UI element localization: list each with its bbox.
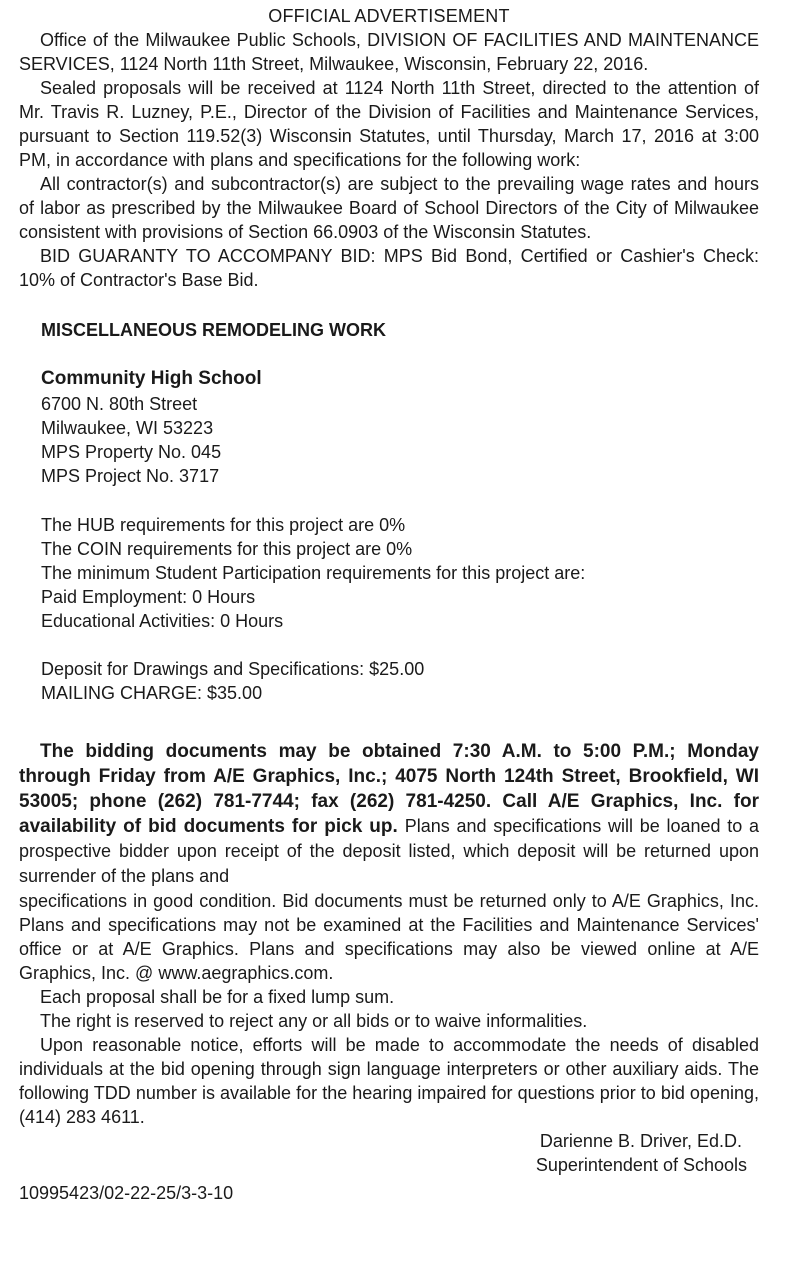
school-info — [41, 366, 759, 488]
mailing-charge: MAILING CHARGE: $35.00 — [41, 683, 263, 703]
bidding-documents-paragraph — [19, 739, 759, 889]
loan-terms-text: Plans and specifications will be loaned to a prospective bidder upon receipt of the deposit listed, which deposit will be returned upon surrender of the plans and — [19, 816, 759, 886]
fees-block — [41, 657, 759, 705]
signature-block — [19, 1129, 759, 1177]
property-number: MPS Property No. 045 — [41, 442, 222, 462]
advertisement-page — [19, 4, 759, 1205]
return-terms-paragraph: specifications in good condition. Bid documents must be returned only to A/E Graphics, Inc. Plans and specifications may not be examined at the Facilities and Maintenance Services' office or at A/E Graphics. Plans and specifications may also be viewed online at A/E Graphics, Inc. @ www.aegraphics.com. — [19, 891, 759, 983]
school-name: Community High School — [41, 368, 262, 389]
accommodation-paragraph: Upon reasonable notice, efforts will be made to accommodate the needs of disabled individuals at the bid opening through sign language interpreters or other auxiliary aids. The following TDD number is available for the hearing impaired for questions prior to bid opening, (414) 283 4611. — [19, 1035, 759, 1127]
bidding-documents-bold-text: The bidding documents may be obtained 7:30 A.M. to 5:00 P.M.; Monday through Friday from A/E Graphics, Inc.; 4075 North 124th Street, Brookfield, WI 53005; phone (262) 781-7744; fax (262) 781-4250. Call A/E Graphics, Inc. for availability of bid documents for pick up. — [19, 741, 759, 837]
signer-name: Darienne B. Driver, Ed.D. — [539, 1131, 742, 1151]
educational-activities: Educational Activities: 0 Hours — [41, 611, 284, 631]
project-number: MPS Project No. 3717 — [41, 466, 220, 486]
signer-title: Superintendent of Schools — [535, 1155, 747, 1175]
hub-requirement: The HUB requirements for this project are 0% — [41, 515, 406, 535]
paid-employment: Paid Employment: 0 Hours — [41, 587, 256, 607]
sealed-proposals-paragraph: Sealed proposals will be received at 1124 North 11th Street, directed to the attention of Mr. Travis R. Luzney, P.E., Director of the Division of Facilities and Maintenance Services, pursuant to Section 119.52(3) Wisconsin Statutes, until Thursday, March 17, 2016 at 3:00 PM, in accordance with plans and specifications for the following work: — [19, 78, 759, 170]
document-id: 10995423/02-22-25/3-3-10 — [19, 1183, 234, 1203]
office-paragraph: Office of the Milwaukee Public Schools, DIVISION OF FACILITIES AND MAINTENANCE SERVICES, 1124 North 11th Street, Milwaukee, Wisconsin, February 22, 2016. — [19, 30, 759, 74]
school-address-street: 6700 N. 80th Street — [41, 394, 198, 414]
project-heading: MISCELLANEOUS REMODELING WORK — [41, 320, 386, 340]
school-address-city: Milwaukee, WI 53223 — [41, 418, 214, 438]
bid-guaranty-paragraph: BID GUARANTY TO ACCOMPANY BID: MPS Bid Bond, Certified or Cashier's Check: 10% of Contractor's Base Bid. — [19, 246, 759, 290]
coin-requirement: The COIN requirements for this project are 0% — [41, 539, 413, 559]
right-reserved-paragraph: The right is reserved to reject any or all bids or to waive informalities. — [40, 1011, 588, 1031]
student-participation-requirement: The minimum Student Participation requirements for this project are: — [41, 563, 586, 583]
page-title: OFFICIAL ADVERTISEMENT — [268, 6, 510, 26]
lump-sum-paragraph: Each proposal shall be for a fixed lump sum. — [40, 987, 395, 1007]
requirements-block — [41, 513, 759, 633]
prevailing-wage-paragraph: All contractor(s) and subcontractor(s) are subject to the prevailing wage rates and hours of labor as prescribed by the Milwaukee Board of School Directors of the City of Milwaukee consistent with provisions of Section 66.0903 of the Wisconsin Statutes. — [19, 174, 759, 242]
deposit-fee: Deposit for Drawings and Specifications: $25.00 — [41, 659, 425, 679]
